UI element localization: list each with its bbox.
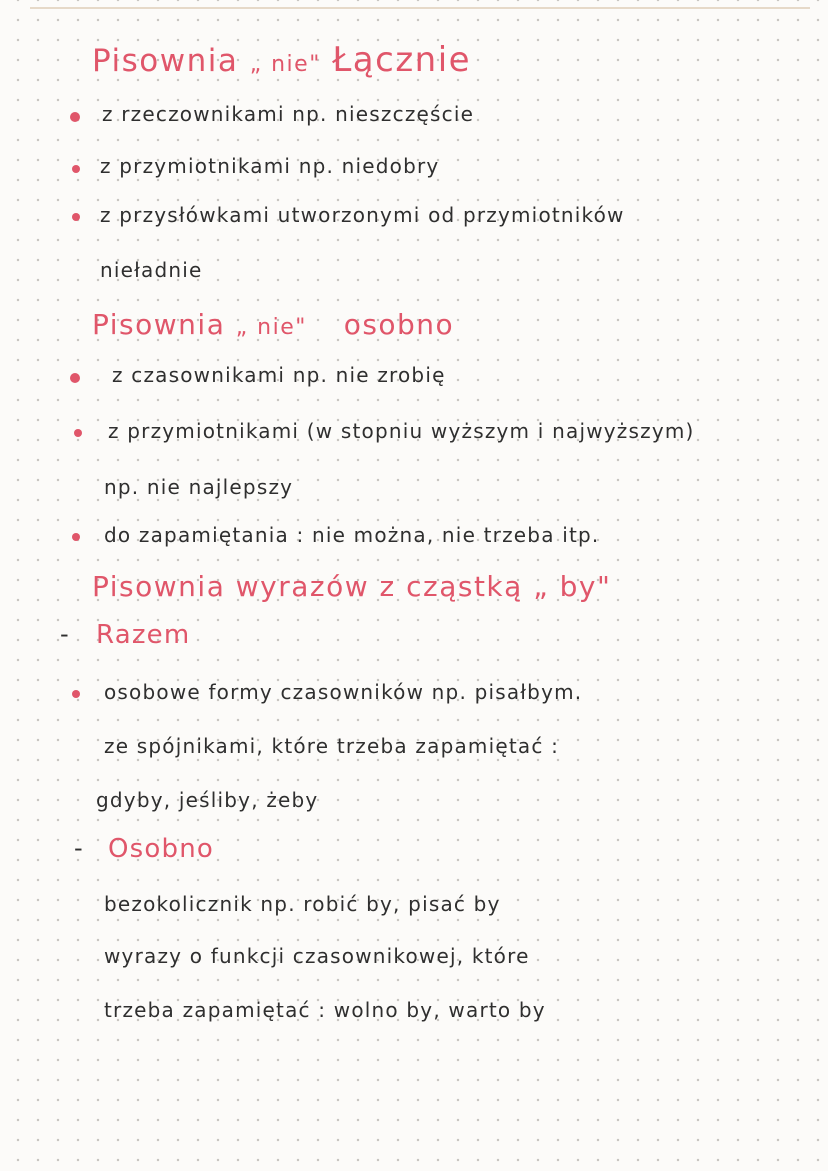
- bullet-icon: [70, 112, 80, 122]
- page-top-edge: [30, 7, 810, 9]
- razem-line-2: ze spójnikami, które trzeba zapamiętać :: [104, 734, 560, 758]
- razem-line-1: osobowe formy czasowników np. pisałbym.: [104, 680, 583, 704]
- section1-item-3: z przysłówkami utworzonymi od przymiotników: [100, 203, 625, 227]
- section1-item-2: z przymiotnikami np. niedobry: [100, 154, 440, 178]
- bullet-icon: [72, 213, 80, 221]
- section2-title-a: Pisownia: [92, 308, 226, 341]
- section2-continuation: np. nie najlepszy: [104, 475, 294, 499]
- section1-continuation: nieładnie: [100, 258, 203, 282]
- razem-line-3: gdyby, jeśliby, żeby: [96, 788, 319, 812]
- osobno-line-1: bezokolicznik np. robić by, pisać by: [104, 892, 501, 916]
- osobno-dash: -: [74, 834, 84, 862]
- razem-dash: -: [60, 620, 70, 648]
- section2-title-b: „ nie": [235, 315, 307, 340]
- section3-heading: Pisownia wyrazów z cząstką „ by": [92, 570, 612, 603]
- section1-title-a: Pisownia: [92, 43, 239, 79]
- osobno-heading: Osobno: [108, 834, 215, 864]
- section2-item-2: z przymiotnikami (w stopniu wyższym i najwyższym): [108, 419, 695, 443]
- section2-item-1: z czasownikami np. nie zrobię: [112, 363, 446, 387]
- osobno-line-2: wyrazy o funkcji czasownikowej, które: [104, 944, 530, 968]
- bullet-icon: [74, 429, 82, 437]
- bullet-icon: [72, 533, 80, 541]
- section2-heading: [92, 308, 454, 341]
- section1-title-c: Łącznie: [332, 40, 472, 80]
- section1-title-b: „ nie": [249, 52, 321, 77]
- section2-item-3: do zapamiętania : nie można, nie trzeba itp.: [104, 523, 600, 547]
- osobno-line-3: trzeba zapamiętać : wolno by, warto by: [104, 998, 546, 1022]
- razem-heading: Razem: [96, 620, 191, 650]
- section2-title-c: osobno: [343, 308, 455, 341]
- bullet-icon: [72, 165, 80, 173]
- section1-heading: [92, 40, 471, 80]
- bullet-icon: [70, 373, 80, 383]
- bullet-icon: [72, 690, 80, 698]
- section1-item-1: z rzeczownikami np. nieszczęście: [102, 102, 475, 126]
